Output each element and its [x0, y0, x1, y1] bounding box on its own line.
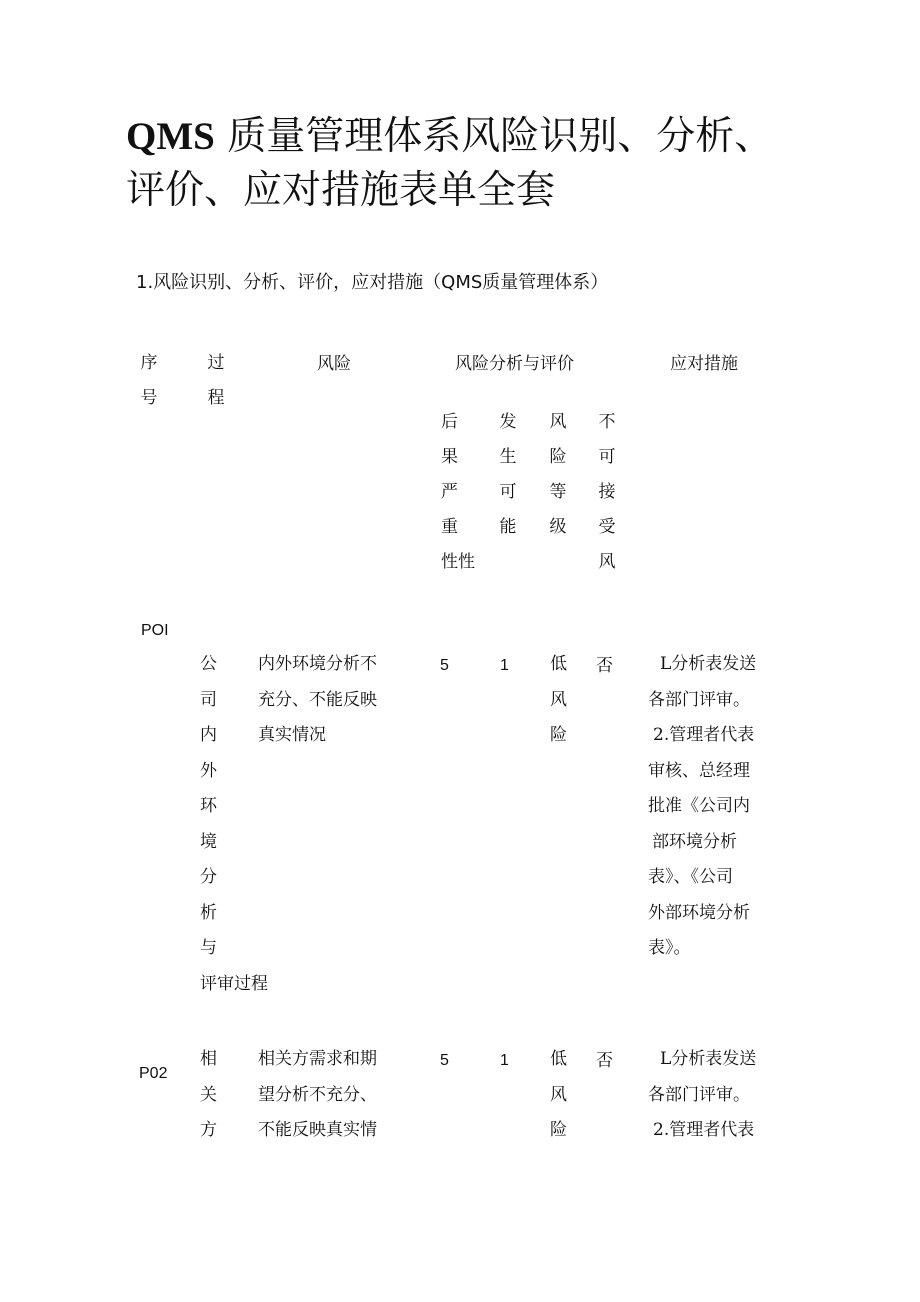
title-latin: QMS [126, 115, 215, 158]
row1-id: POI [141, 622, 169, 639]
row1-process: 公 司 内 外 环 境 分 析 与 评审过程 [200, 654, 268, 994]
header-likelihood: 发 生 可 能 [499, 412, 517, 537]
section-heading: 1.风险识别、分析、评价，应对措施（QMS质量管理体系） [136, 272, 609, 293]
row2-id: P02 [139, 1065, 168, 1082]
row1-unacceptable: 否 [596, 656, 613, 676]
header-risk: 风险 [317, 354, 351, 374]
header-level: 风 险 等 级 [549, 412, 567, 537]
row1-measures: L分析表发送 各部门评审。 2.管理者代表 审核、总经理 批准《公司内 部环境分析 表》、《公司 外部环境分析 表》。 [648, 654, 757, 958]
header-process: 过 程 [207, 353, 225, 408]
row1-level: 低 风 险 [550, 654, 567, 745]
row1-likelihood: 1 [500, 657, 509, 674]
header-unacceptable: 不 可 接 受 风 [598, 412, 616, 572]
row2-risk: 相关方需求和期 望分析不充分、 不能反映真实情 [258, 1049, 377, 1140]
row2-severity: 5 [440, 1052, 449, 1069]
row2-level: 低 风 险 [550, 1049, 567, 1140]
row1-severity: 5 [440, 657, 449, 674]
header-measures: 应对措施 [670, 354, 738, 374]
title-text: 质量管理体系风险识别、分析、评价、应对措施表单全套 [126, 114, 774, 213]
row2-measures: L分析表发送 各部门评审。 2.管理者代表 [648, 1049, 757, 1140]
row2-unacceptable: 否 [596, 1051, 613, 1071]
row2-process: 相 关 方 [200, 1049, 217, 1140]
document-title [126, 110, 786, 218]
header-severity: 后 果 严 重 性性 [441, 412, 475, 572]
header-analysis: 风险分析与评价 [455, 354, 574, 374]
row2-likelihood: 1 [500, 1052, 509, 1069]
row1-risk: 内外环境分析不 充分、不能反映 真实情况 [258, 654, 377, 745]
header-seq: 序 号 [140, 353, 158, 408]
